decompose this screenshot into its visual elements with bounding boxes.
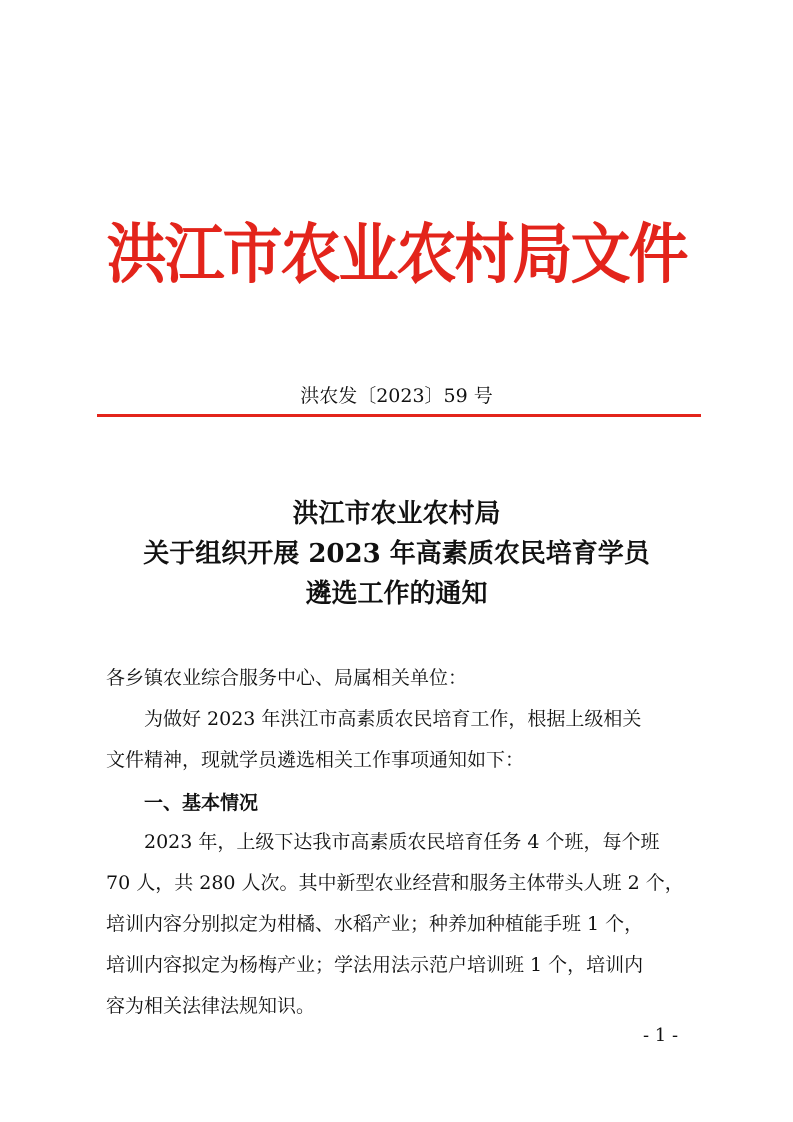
paragraph-line: 培训内容分别拟定为柑橘、水稻产业；种养加种植能手班 1 个， [106,913,644,935]
issuing-authority-header: 洪江市农业农村局文件 [106,217,687,293]
notice-title-line-1: 洪江市农业农村局 [292,499,501,529]
paragraph-line: 2023 年，上级下达我市高素质农民培育任务 4 个班，每个班 [144,831,660,853]
notice-title-line-2: 关于组织开展 2023 年高素质农民培育学员 [143,539,650,569]
intro-paragraph-line-1: 为做好 2023 年洪江市高素质农民培育工作，根据上级相关 [144,708,642,730]
paragraph-line: 70 人，共 280 人次。其中新型农业经营和服务主体带头人班 2 个， [106,872,684,894]
paragraph-line: 培训内容拟定为杨梅产业；学法用法示范户培训班 1 个，培训内 [106,954,644,976]
section-heading-basic-info: 一、基本情况 [144,792,259,814]
intro-paragraph-line-2: 文件精神，现就学员遴选相关工作事项通知如下： [106,749,525,771]
notice-title-line-3: 遴选工作的通知 [305,579,488,609]
document-number: 洪农发〔2023〕59 号 [300,385,493,407]
salutation: 各乡镇农业综合服务中心、局属相关单位： [106,667,468,689]
page-number: - 1 - [643,1025,679,1046]
red-header-rule [97,414,701,417]
paragraph-line: 容为相关法律法规知识。 [106,995,316,1017]
